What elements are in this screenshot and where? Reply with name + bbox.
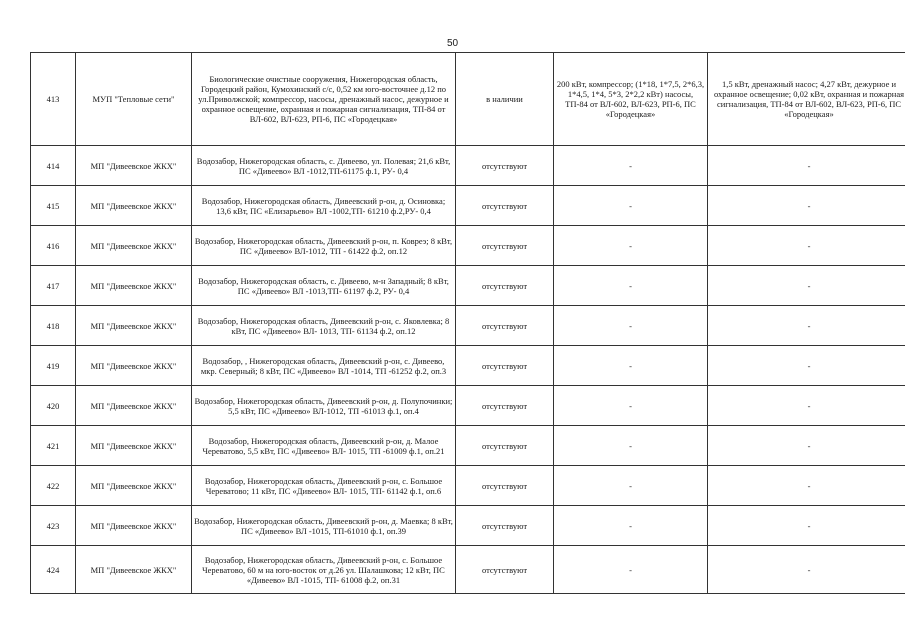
row-number: 417 xyxy=(31,266,76,306)
organization-name: МУП "Тепловые сети" xyxy=(76,53,192,146)
organization-name: МП "Дивеевское ЖКХ" xyxy=(76,386,192,426)
table-row xyxy=(31,266,905,306)
availability-status: отсутствуют xyxy=(456,426,554,466)
object-description: Водозабор, Нижегородская область, с. Дивеево, м-н Западный; 8 кВт, ПС «Дивеево» ВЛ -1013,ТП- 61197 ф.2, РУ- 0,4 xyxy=(192,266,456,306)
needs-info: 1,5 кВт, дренажный насос; 4,27 кВт, дежурное и охранное освещение; 0,02 кВт, охранная и пожарная сигнализация, ТП-84 от ВЛ-602, ВЛ-623, РП-6, ПС «Городецкая» xyxy=(708,53,905,146)
needs-info: - xyxy=(708,186,905,226)
availability-status: отсутствуют xyxy=(456,186,554,226)
needs-info: - xyxy=(708,506,905,546)
availability-status: отсутствуют xyxy=(456,506,554,546)
consumers-info: - xyxy=(554,146,708,186)
row-number: 422 xyxy=(31,466,76,506)
availability-status: отсутствуют xyxy=(456,466,554,506)
row-number: 415 xyxy=(31,186,76,226)
object-description: Водозабор, Нижегородская область, Дивеевский р-он, с. Большое Череватово; 11 кВт, ПС «Дивеево» ВЛ- 1015, ТП- 61142 ф.1, оп.6 xyxy=(192,466,456,506)
row-number: 413 xyxy=(31,53,76,146)
needs-info: - xyxy=(708,426,905,466)
availability-status: в наличии xyxy=(456,53,554,146)
object-description: Водозабор, Нижегородская область, Дивеевский р-он, д. Осиновка; 13,6 кВт, ПС «Елизарьево» ВЛ -1002,ТП- 61210 ф.2,РУ- 0,4 xyxy=(192,186,456,226)
availability-status: отсутствуют xyxy=(456,146,554,186)
table-row xyxy=(31,346,905,386)
table-row xyxy=(31,306,905,346)
needs-info: - xyxy=(708,266,905,306)
table-row xyxy=(31,426,905,466)
object-description: Водозабор, Нижегородская область, Дивеевский р-он, д. Полупочинки; 5,5 кВт, ПС «Дивеево» ВЛ-1012, ТП -61013 ф.1, оп.4 xyxy=(192,386,456,426)
row-number: 421 xyxy=(31,426,76,466)
availability-status: отсутствуют xyxy=(456,306,554,346)
organization-name: МП "Дивеевское ЖКХ" xyxy=(76,426,192,466)
page-number: 50 xyxy=(446,38,459,49)
consumers-info: - xyxy=(554,186,708,226)
needs-info: - xyxy=(708,346,905,386)
availability-status: отсутствуют xyxy=(456,226,554,266)
needs-info: - xyxy=(708,546,905,594)
consumers-info: - xyxy=(554,466,708,506)
organization-name: МП "Дивеевское ЖКХ" xyxy=(76,186,192,226)
availability-status: отсутствуют xyxy=(456,386,554,426)
row-number: 414 xyxy=(31,146,76,186)
object-description: Водозабор, Нижегородская область, Дивеевский р-он, п. Ковреэ; 8 кВт, ПС «Дивеево» ВЛ-1012, ТП - 61422 ф.2, оп.12 xyxy=(192,226,456,266)
table-row xyxy=(31,226,905,266)
availability-status: отсутствуют xyxy=(456,346,554,386)
row-number: 418 xyxy=(31,306,76,346)
table-row xyxy=(31,146,905,186)
row-number: 424 xyxy=(31,546,76,594)
object-description: Водозабор, , Нижегородская область, Дивеевский р-он, с. Дивеево, мкр. Северный; 8 кВт, ПС «Дивеево» ВЛ -1014, ТП -61252 ф.2, оп.3 xyxy=(192,346,456,386)
consumers-info: 200 кВт, компрессор; (1*18, 1*7,5, 2*6,3, 1*4,5, 1*4, 5*3, 2*2,2 кВт) насосы, ТП-84 от ВЛ-602, ВЛ-623, РП-6, ПС «Городецкая» xyxy=(554,53,708,146)
availability-status: отсутствуют xyxy=(456,546,554,594)
consumers-info: - xyxy=(554,546,708,594)
consumers-info: - xyxy=(554,306,708,346)
needs-info: - xyxy=(708,146,905,186)
table-row xyxy=(31,386,905,426)
needs-info: - xyxy=(708,226,905,266)
table-row xyxy=(31,53,905,146)
object-description: Водозабор, Нижегородская область, Дивеевский р-он, с. Большое Череватово, 60 м на юго-восток от д.26 ул. Шалашкова; 12 кВт, ПС «Дивеево» ВЛ -1015, ТП- 61008 ф.2, оп.31 xyxy=(192,546,456,594)
table-row xyxy=(31,186,905,226)
organization-name: МП "Дивеевское ЖКХ" xyxy=(76,226,192,266)
row-number: 416 xyxy=(31,226,76,266)
table-row xyxy=(31,466,905,506)
needs-info: - xyxy=(708,306,905,346)
consumers-info: - xyxy=(554,346,708,386)
organization-name: МП "Дивеевское ЖКХ" xyxy=(76,506,192,546)
consumers-info: - xyxy=(554,226,708,266)
organization-name: МП "Дивеевское ЖКХ" xyxy=(76,266,192,306)
availability-status: отсутствуют xyxy=(456,266,554,306)
consumers-info: - xyxy=(554,506,708,546)
organization-name: МП "Дивеевское ЖКХ" xyxy=(76,306,192,346)
organization-name: МП "Дивеевское ЖКХ" xyxy=(76,546,192,594)
consumers-info: - xyxy=(554,426,708,466)
object-description: Водозабор, Нижегородская область, Дивеевский р-он, д. Малое Череватово, 5,5 кВт, ПС «Дивеево» ВЛ- 1015, ТП -61009 ф.1, оп.21 xyxy=(192,426,456,466)
row-number: 419 xyxy=(31,346,76,386)
needs-info: - xyxy=(708,386,905,426)
object-description: Водозабор, Нижегородская область, Дивеевский р-он, с. Яковлевка; 8 кВт, ПС «Дивеево» ВЛ- 1013, ТП- 61134 ф.2, оп.12 xyxy=(192,306,456,346)
facilities-table xyxy=(30,52,905,594)
row-number: 423 xyxy=(31,506,76,546)
table-row xyxy=(31,546,905,594)
organization-name: МП "Дивеевское ЖКХ" xyxy=(76,146,192,186)
organization-name: МП "Дивеевское ЖКХ" xyxy=(76,346,192,386)
consumers-info: - xyxy=(554,266,708,306)
table-row xyxy=(31,506,905,546)
needs-info: - xyxy=(708,466,905,506)
organization-name: МП "Дивеевское ЖКХ" xyxy=(76,466,192,506)
row-number: 420 xyxy=(31,386,76,426)
object-description: Водозабор, Нижегородская область, с. Дивеево, ул. Полевая; 21,6 кВт, ПС «Дивеево» ВЛ -1012,ТП-61175 ф.1, РУ- 0,4 xyxy=(192,146,456,186)
object-description: Водозабор, Нижегородская область, Дивеевский р-он, д. Маевка; 8 кВт, ПС «Дивеево» ВЛ -1015, ТП-61010 ф.1, оп.39 xyxy=(192,506,456,546)
consumers-info: - xyxy=(554,386,708,426)
object-description: Биологические очистные сооружения, Нижегородская область, Городецкий район, Кумохинский с/с, 0,52 км юго-восточнее д.12 по ул.Приволжской; компрессор, насосы, дренажный насос, дежурное и охранное освещение, охранная и пожарная сигнализация, ТП-84 от ВЛ-602, ВЛ-623, РП-6, ПС «Городецкая» xyxy=(192,53,456,146)
